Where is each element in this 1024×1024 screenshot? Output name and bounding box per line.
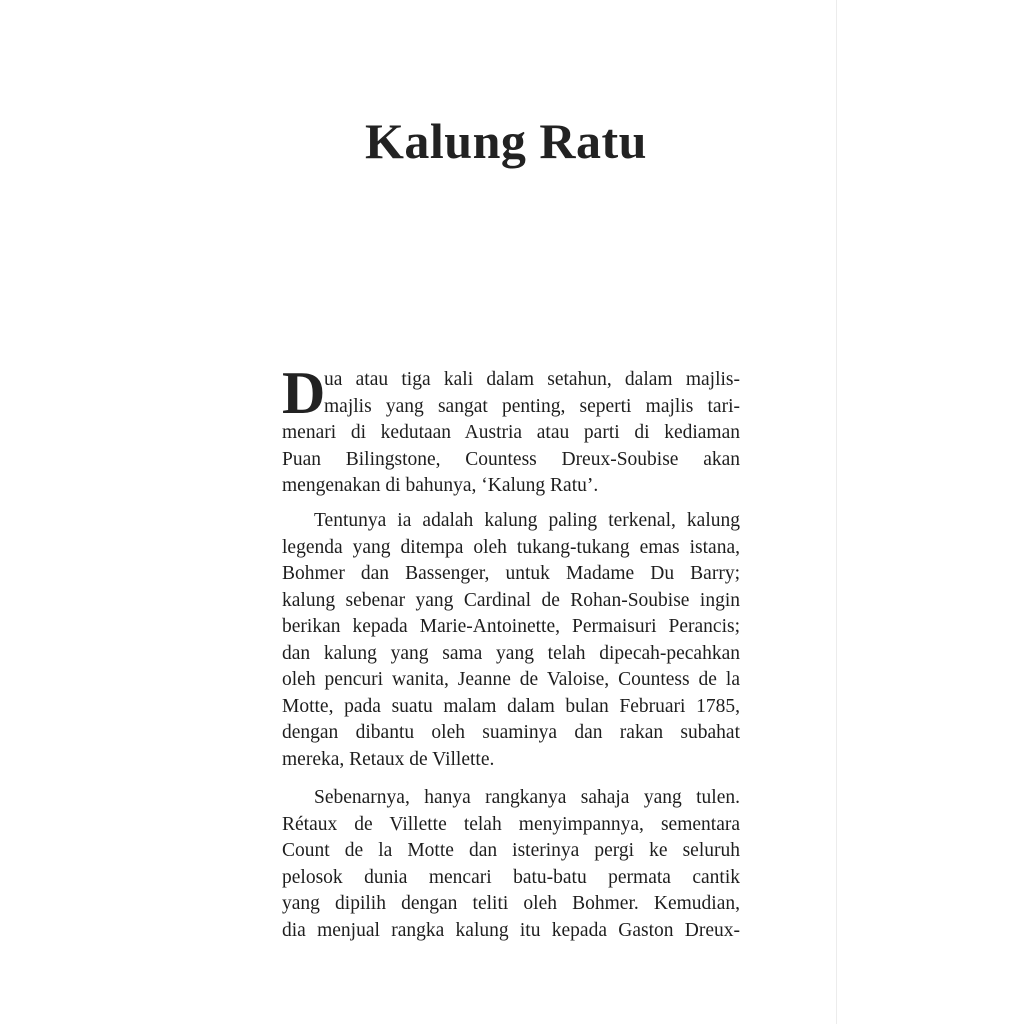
- text-line: pelosok dunia mencari batu-batu permata cantik: [282, 866, 740, 888]
- text-line: majlis yang sangat penting, seperti majlis tari-: [324, 395, 740, 417]
- chapter-title: Kalung Ratu: [365, 113, 647, 169]
- text-line: dia menjual rangka kalung itu kepada Gaston Dreux-: [282, 919, 740, 941]
- text-line: ua atau tiga kali dalam setahun, dalam majlis-: [324, 369, 740, 390]
- text-line: menari di kedutaan Austria atau parti di kediaman: [282, 422, 740, 443]
- text-line: Sebenarnya, hanya rangkanya sahaja yang tulen.: [314, 787, 740, 808]
- text-line: dengan dibantu oleh suaminya dan rakan subahat: [282, 722, 740, 743]
- text-line: Count de la Motte dan isterinya pergi ke seluruh: [282, 840, 740, 861]
- text-line: mereka, Retaux de Villette.: [282, 748, 495, 770]
- paragraph-1: [282, 360, 740, 500]
- text-line: legenda yang ditempa oleh tukang-tukang emas istana,: [282, 536, 740, 558]
- text-line: berikan kepada Marie-Antoinette, Permaisuri Perancis;: [282, 616, 740, 637]
- text-line: Rétaux de Villette telah menyimpannya, sementara: [282, 813, 740, 835]
- text-line: kalung sebenar yang Cardinal de Rohan-Soubise ingin: [282, 589, 740, 611]
- text-line: Bohmer dan Bassenger, untuk Madame Du Barry;: [282, 563, 740, 584]
- paragraph-2: [282, 508, 740, 773]
- paragraph-3: [282, 785, 740, 944]
- text-line: dan kalung yang sama yang telah dipecah-pecahkan: [282, 642, 740, 664]
- text-line: yang dipilih dengan teliti oleh Bohmer. Kemudian,: [282, 893, 740, 914]
- text-line: Puan Bilingstone, Countess Dreux-Soubise akan: [282, 448, 740, 470]
- text-line: oleh pencuri wanita, Jeanne de Valoise, Countess de la: [282, 669, 740, 690]
- drop-cap: D: [282, 360, 326, 426]
- text-line: Motte, pada suatu malam dalam bulan Februari 1785,: [282, 695, 740, 717]
- text-line: Tentunya ia adalah kalung paling terkenal, kalung: [314, 510, 740, 531]
- text-line: mengenakan di bahunya, ‘Kalung Ratu’.: [282, 475, 599, 496]
